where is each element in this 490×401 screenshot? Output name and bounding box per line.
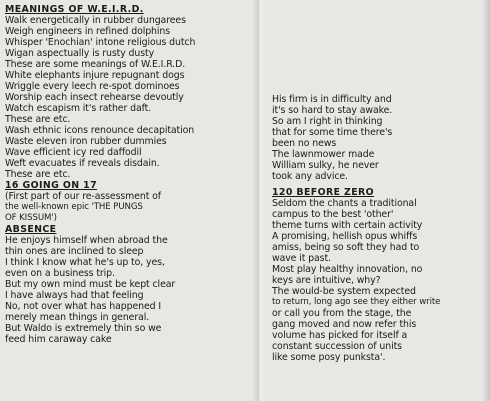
poem-line: I think I know what he's up to, yes, <box>5 257 165 268</box>
poem-line: volume has picked for itself a <box>272 330 408 341</box>
poem-line: The would-be system expected <box>272 286 416 297</box>
poem-line: theme turns with certain activity <box>272 220 423 231</box>
poem-line: Walk energetically in rubber dungarees <box>5 15 186 26</box>
poem-line: feed him caraway cake <box>5 334 112 345</box>
poem-line: These are etc. <box>5 114 71 125</box>
poem-line: (First part of our re-assessment of <box>5 191 161 202</box>
poem-line: He enjoys himself when abroad the <box>5 235 168 246</box>
poem-line: William sulky, he never <box>272 160 379 171</box>
poem-line: Watch escapism it's rather daft. <box>5 103 152 114</box>
poem-line: even on a business trip. <box>5 268 115 279</box>
poem-line: I have always had that feeling <box>5 290 144 301</box>
poem-line: But my own mind must be kept clear <box>5 279 176 290</box>
poem-line: amiss, being so soft they had to <box>272 242 420 253</box>
poem-line: Waste eleven iron rubber dummies <box>5 136 167 147</box>
poem-line: A promising, hellish opus whiffs <box>272 231 418 242</box>
poem-line: thin ones are inclined to sleep <box>5 246 144 257</box>
poem-line: been no news <box>272 138 337 149</box>
poem-line: Weft evacuates if reveals disdain. <box>5 158 160 169</box>
poem-line: Whisper 'Enochian' intone religious dutch <box>5 37 196 48</box>
poem-line: White elephants injure repugnant dogs <box>5 70 185 81</box>
poem-line: Wash ethnic icons renounce decapitation <box>5 125 195 136</box>
poem-line: The lawnmower made <box>272 149 375 160</box>
poem-line: or call you from the stage, the <box>272 308 412 319</box>
poem-line: No, not over what has happened I <box>5 301 162 312</box>
poem-line: Wriggle every leech re-spot dominoes <box>5 81 180 92</box>
right-page <box>272 94 484 363</box>
poem-line: These are some meanings of W.E.I.R.D. <box>5 59 186 70</box>
poem-line: the well-known epic 'THE PUNGS <box>5 202 143 212</box>
poem-line: Weigh engineers in refined dolphins <box>5 26 171 37</box>
heading-meanings-of-weird: MEANINGS OF W.E.I.R.D. <box>5 4 144 15</box>
page-fold <box>252 0 266 401</box>
heading-absence: ABSENCE <box>5 224 57 235</box>
poem-line: His firm is in difficulty and <box>272 94 392 105</box>
poem-line: it's so hard to stay awake. <box>272 105 393 116</box>
poem-line: took any advice. <box>272 171 348 182</box>
poem-line: Most play healthy innovation, no <box>272 264 423 275</box>
poem-line: keys are intuitive, why? <box>272 275 381 286</box>
poem-line: campus to the best 'other' <box>272 209 394 220</box>
poem-line: that for some time there's <box>272 127 393 138</box>
poem-line: constant succession of units <box>272 341 402 352</box>
poem-line: gang moved and now refer this <box>272 319 417 330</box>
heading-16-going-on-17: 16 GOING ON 17 <box>5 180 97 191</box>
poem-line: OF KISSUM') <box>5 213 57 223</box>
poem-line: like some posy punksta'. <box>272 352 386 363</box>
poem-line: wave it past. <box>272 253 331 264</box>
poem-line: Worship each insect rehearse devoutly <box>5 92 184 103</box>
left-page <box>5 4 251 345</box>
heading-120-before-zero: 120 BEFORE ZERO <box>272 187 375 198</box>
poem-line: to return, long ago see they either write <box>272 297 441 307</box>
poem-line: merely mean things in general. <box>5 312 150 323</box>
poem-line: So am I right in thinking <box>272 116 383 127</box>
poem-line: Seldom the chants a traditional <box>272 198 417 209</box>
poem-line: But Waldo is extremely thin so we <box>5 323 162 334</box>
poem-line: Wigan aspectually is rusty dusty <box>5 48 155 59</box>
poem-line: These are etc. <box>5 169 71 180</box>
poem-line: Wave efficient icy red daffodil <box>5 147 142 158</box>
